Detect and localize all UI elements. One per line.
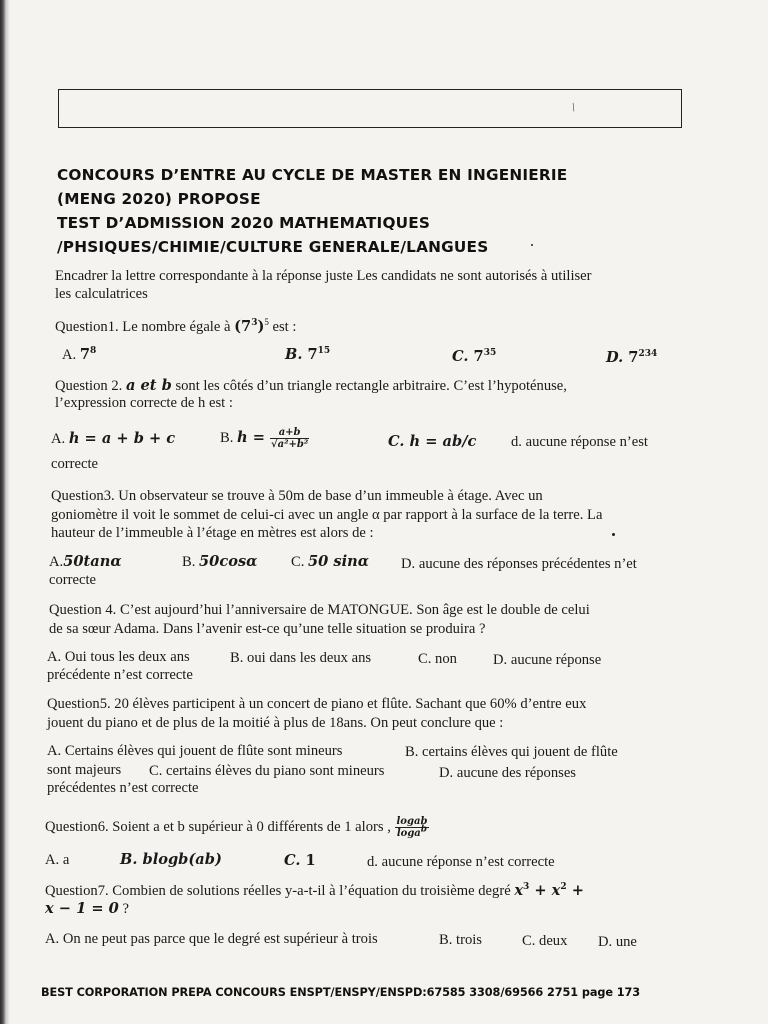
question-3-option-c: C. 50 sinα xyxy=(291,553,370,570)
question-3-option-d: D. aucune des réponses précédentes n’et xyxy=(401,556,637,572)
exam-title xyxy=(57,163,657,259)
question-2-option-d-cont: correcte xyxy=(51,456,98,472)
question-6-option-c: C. 1 xyxy=(284,852,316,869)
question-6-option-a: A. a xyxy=(45,852,70,868)
question-1-option-a: A. $7^8$ xyxy=(62,346,97,363)
question-4-option-d-cont: précédente n’est correcte xyxy=(47,667,193,683)
question-4-stem-line-2: de sa sœur Adama. Dans l’avenir est-ce qu’une telle situation se produira ? xyxy=(49,621,486,637)
question-4-stem-line-1: Question 4. C’est aujourd’hui l’anniversaire de MATONGUE. Son âge est le double de celui xyxy=(49,602,590,618)
question-5-option-a: A. Certains élèves qui jouent de flûte sont mineurs xyxy=(47,743,343,759)
question-2-option-b: B. h = $\frac{a+b}{\text{√a²+b²}}$ xyxy=(220,427,309,451)
question-2-option-a: A. h = a + b + c xyxy=(51,430,176,447)
question-5-option-b: B. certains élèves qui jouent de flûte xyxy=(405,744,618,760)
question-3-stem-line-3: hauteur de l’immeuble à l’étage en mètres est alors de : xyxy=(51,525,374,541)
title-line-4: /PHSIQUES/CHIMIE/CULTURE GENERALE/LANGUES xyxy=(57,238,489,256)
title-line-3: TEST D’ADMISSION 2020 MATHEMATIQUES xyxy=(57,214,431,232)
question-4-option-c: C. non xyxy=(418,651,457,667)
title-line-1: CONCOURS D’ENTRE AU CYCLE DE MASTER EN INGENIERIE xyxy=(57,166,568,184)
question-3-option-b: B. 50cosα xyxy=(182,553,258,570)
scan-edge-shadow xyxy=(0,0,10,1024)
question-6-option-b: B. blogb(ab) xyxy=(120,851,222,868)
question-6-stem: Question6. Soient a et b supérieur à 0 différents de 1 alors , $\frac{\text{logab}}{\log a^b}$ xyxy=(45,816,428,840)
question-2-option-d: d. aucune réponse n’est xyxy=(511,434,648,450)
question-3-stem-line-1: Question3. Un observateur se trouve à 50m de base d’un immeuble à étage. Avec un xyxy=(51,488,543,504)
question-3-stem-line-2: goniomètre il voit le sommet de celui-ci avec un angle α par rapport à la surface de la terre. La xyxy=(51,507,603,523)
header-mark: / xyxy=(568,99,578,115)
question-6-fraction: $\frac{\text{logab}}{\log a^b}$ xyxy=(396,816,428,840)
question-7-option-a: A. On ne peut pas parce que le degré est supérieur à trois xyxy=(45,931,378,947)
title-line-2: (MENG 2020) PROPOSE xyxy=(57,190,261,208)
question-7-option-b: B. trois xyxy=(439,932,482,948)
question-5-option-b-cont: sont majeurs xyxy=(47,762,122,778)
question-6-option-d: d. aucune réponse n’est correcte xyxy=(367,854,555,870)
question-5-stem-line-2: jouent du piano et de plus de la moitié à plus de 18ans. On peut conclure que : xyxy=(47,715,504,731)
question-4-option-b: B. oui dans les deux ans xyxy=(230,650,372,666)
question-7-stem-line-2: x − 1 = 0 ? xyxy=(45,900,129,917)
question-2-stem-line-1: Question 2. a et b sont les côtés d’un triangle rectangle arbitraire. C’est l’hypoténuse, xyxy=(55,377,567,394)
question-2-option-c: C. h = ab/c xyxy=(388,433,477,450)
question-3-option-d-cont: correcte xyxy=(49,572,96,588)
question-1-option-c: C. $7^{35}$ xyxy=(452,348,497,365)
question-3-option-a: A.50tanα xyxy=(49,553,122,570)
question-4-option-a: A. Oui tous les deux ans xyxy=(47,649,190,665)
question-7-option-c: C. deux xyxy=(522,933,568,949)
stray-dot xyxy=(531,244,533,246)
instructions-line-1: Encadrer la lettre correspondante à la réponse juste Les candidats ne sont autorisés à utiliser xyxy=(55,268,592,284)
stray-dot xyxy=(612,533,615,536)
question-1-option-d: D. $7^{234}$ xyxy=(606,349,658,366)
question-2-fraction: $\frac{a+b}{\text{√a²+b²}}$ xyxy=(271,427,309,451)
question-7-stem-line-1: Question7. Combien de solutions réelles y-a-t-il à l’équation du troisième degré $x^3 + x^2$ + xyxy=(45,882,584,899)
question-5-option-c: C. certains élèves du piano sont mineurs xyxy=(149,763,385,779)
question-2-stem-line-2: l’expression correcte de h est : xyxy=(55,395,233,411)
question-5-option-d: D. aucune des réponses xyxy=(439,765,576,781)
page-footer: BEST CORPORATION PREPA CONCOURS ENSPT/ENSPY/ENSPD:67585 3308/69566 2751 page 173 xyxy=(41,986,641,999)
question-1-stem: Question1. Le nombre égale à $(7^3)^5$ est : xyxy=(55,317,297,335)
question-1-option-b: B. $7^{15}$ xyxy=(285,346,331,363)
question-5-stem-line-1: Question5. 20 élèves participent à un concert de piano et flûte. Sachant que 60% d’entre eux xyxy=(47,696,587,712)
instructions-line-2: les calculatrices xyxy=(55,286,148,302)
question-7-option-d: D. une xyxy=(598,934,637,950)
question-4-option-d: D. aucune réponse xyxy=(493,652,602,668)
header-box xyxy=(58,89,682,128)
question-5-option-d-cont: précédentes n’est correcte xyxy=(47,780,199,796)
